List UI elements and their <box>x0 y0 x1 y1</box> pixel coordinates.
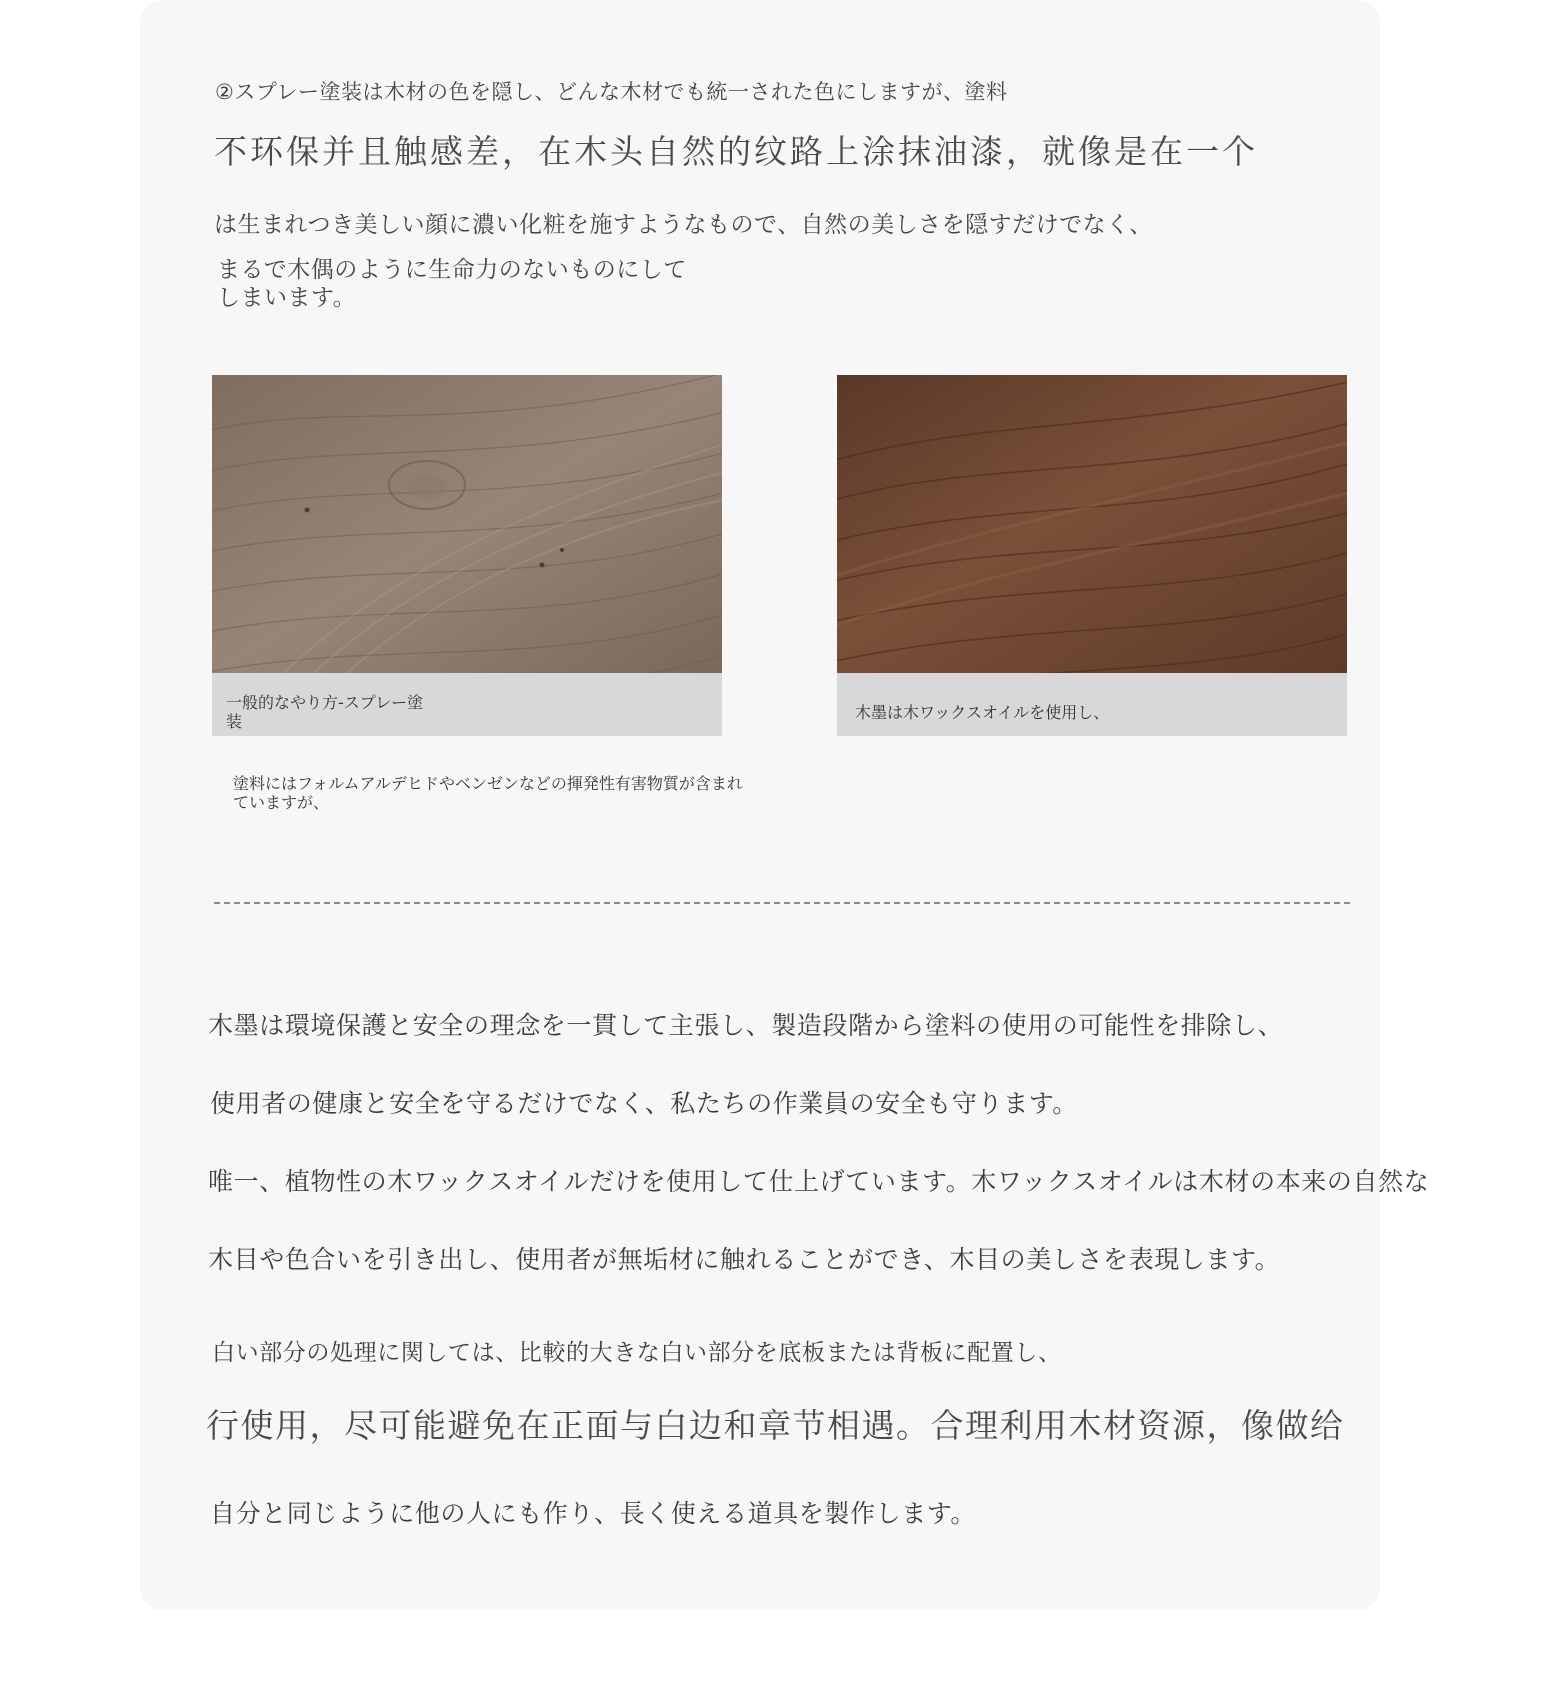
body-paragraph-7: 自分と同じように他の人にも作り、長く使える道具を製作します。 <box>210 1499 977 1528</box>
body-paragraph-1: 木墨は環境保護と安全の理念を一貫して主張し、製造段階から塗料の使用の可能性を排除し、 <box>208 1011 1284 1040</box>
wax-oil-caption-bar <box>837 673 1347 736</box>
intro-line-3: は生まれつき美しい顔に濃い化粧を施すようなもので、自然の美しさを隠すだけでなく、 <box>214 212 1153 238</box>
spray-caption: 一般的なやり方-スプレー塗装 <box>226 693 424 731</box>
wax-oil-wood-photo <box>837 375 1347 673</box>
intro-line-2: 不环保并且触感差，在木头自然的纹路上涂抹油漆，就像是在一个 <box>214 132 1258 171</box>
spray-caption-bar <box>212 673 722 736</box>
intro-line-1: ②スプレー塗装は木材の色を隠し、どんな木材でも統一された色にしますが、塗料 <box>215 80 1008 104</box>
body-paragraph-3: 唯一、植物性の木ワックスオイルだけを使用して仕上げています。木ワックスオイルは木材の本来の自然な <box>208 1167 1430 1196</box>
dashed-divider <box>214 902 1350 904</box>
body-paragraph-5: 白い部分の処理に関しては、比較的大きな白い部分を底板または背板に配置し、 <box>212 1340 1062 1366</box>
intro-line-4: まるで木偶のように生命力のないものにしてしまいます。 <box>217 257 687 311</box>
spray-painted-wood-photo <box>212 375 722 673</box>
body-paragraph-4: 木目や色合いを引き出し、使用者が無垢材に触れることができ、木目の美しさを表現します。 <box>208 1245 1281 1274</box>
body-paragraph-2: 使用者の健康と安全を守るだけでなく、私たちの作業員の安全も守ります。 <box>210 1089 1078 1118</box>
body-paragraph-6: 行使用，尽可能避免在正面与白边和章节相遇。合理利用木材资源，像做给 <box>206 1406 1345 1445</box>
harmful-substance-note: 塗料にはフォルムアルデヒドやベンゼンなどの揮発性有害物質が含まれていますが、 <box>233 774 743 812</box>
wax-oil-caption: 木墨は木ワックスオイルを使用し、 <box>855 703 1110 722</box>
